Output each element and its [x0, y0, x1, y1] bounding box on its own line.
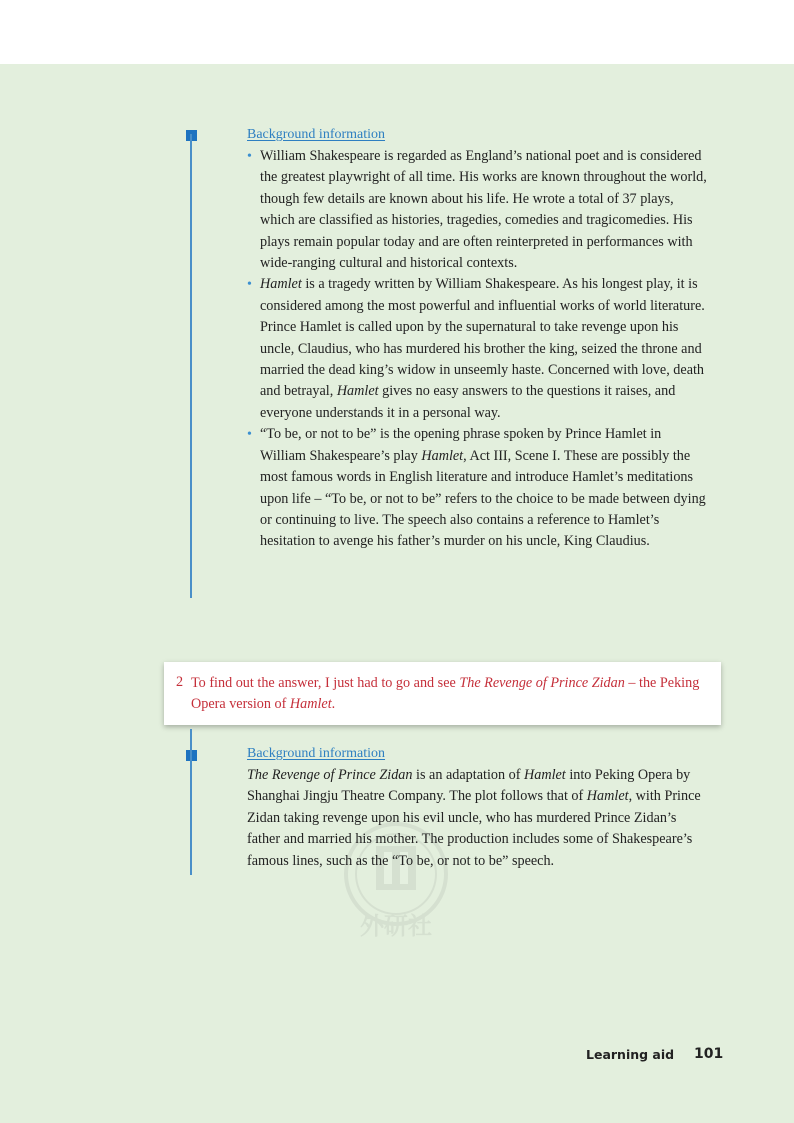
- background-info-body: [247, 146, 709, 553]
- bullet-dot-icon: •: [247, 277, 252, 293]
- background-info-body: [247, 765, 702, 872]
- italic-title-text: Hamlet: [421, 447, 464, 464]
- paragraph: [247, 765, 702, 872]
- body-text: , Act III, Scene I. These are possibly the most famous words in English literature and introduce Hamlet’s meditations upon life – “To be, or not to be” refers to the choice to be made between dying or continuing to live. The speech also contains a reference to Hamlet’s hesitation to avenge his father’s murder on his uncle, King Claudius.: [260, 447, 706, 550]
- body-text: To find out the answer, I just had to go and see: [191, 675, 460, 691]
- body-text: .: [331, 696, 336, 712]
- body-text: – the Peking Opera version of: [191, 675, 700, 712]
- bullet-list: [247, 146, 709, 553]
- callout-text: [191, 673, 701, 715]
- section-vertical-rule: [190, 729, 192, 875]
- quote-callout-box: [164, 662, 721, 725]
- body-text: “To be, or not to be” is the opening phrase spoken by Prince Hamlet in William Shakespeare’s play: [260, 426, 662, 464]
- svg-text:外研社: 外研社: [360, 912, 432, 940]
- bullet-dot-icon: •: [247, 149, 252, 164]
- italic-title-text: The Revenge of Prince Zidan: [247, 767, 413, 783]
- body-text: is a tragedy written by William Shakespeare. As his longest play, it is considered among the most powerful and influential works of world literature. Prince Hamlet is called upon by the supernatural to take revenge upon his uncle, Claudius, who has murdered his brother the king, seized the throne and married the dead king’s widow in unseemly haste. Concerned with love, death and betrayal,: [260, 276, 705, 400]
- bullet-item: [247, 424, 709, 552]
- bullet-dot-icon: •: [247, 427, 252, 443]
- bullet-item: [247, 274, 709, 424]
- italic-title-text: Hamlet: [336, 383, 379, 400]
- italic-title-text: The Revenge of Prince Zidan: [459, 675, 625, 691]
- italic-title-text: Hamlet: [289, 696, 332, 712]
- section-title-background-information: Background information: [247, 127, 386, 142]
- callout-number: 2: [176, 674, 184, 690]
- italic-title-text: Hamlet: [260, 276, 302, 293]
- body-text: is an adaptation of: [412, 767, 524, 783]
- bullet-item: [247, 146, 709, 274]
- body-text: gives no easy answers to the questions it raises, and everyone understands it in a personal way.: [260, 383, 676, 421]
- body-text: , with Prince Zidan taking revenge upon his evil uncle, who has murdered Prince Zidan’s father and married his mother. The production includes some of Shakespeare’s famous lines, such as the “To be, or not to be” speech.: [247, 788, 701, 869]
- page-number: 101: [694, 1046, 724, 1062]
- body-text: into Peking Opera by Shanghai Jingju Theatre Company. The plot follows that of: [247, 767, 691, 805]
- section-title-background-information: Background information: [247, 746, 386, 761]
- footer-section-label: Learning aid: [586, 1047, 675, 1062]
- italic-title-text: Hamlet: [586, 788, 629, 805]
- body-text: William Shakespeare is regarded as England’s national poet and is considered the greatest playwright of all time. His works are known throughout the world, though few details are known about his life. He wrote a total of 37 plays, which are classified as histories, tragedies, comedies and tragicomedies. His plays remain popular today and are often reinterpreted in performances with wide-ranging cultural and historical contexts.: [260, 148, 707, 272]
- italic-title-text: Hamlet: [523, 767, 566, 783]
- section-vertical-rule: [190, 134, 192, 598]
